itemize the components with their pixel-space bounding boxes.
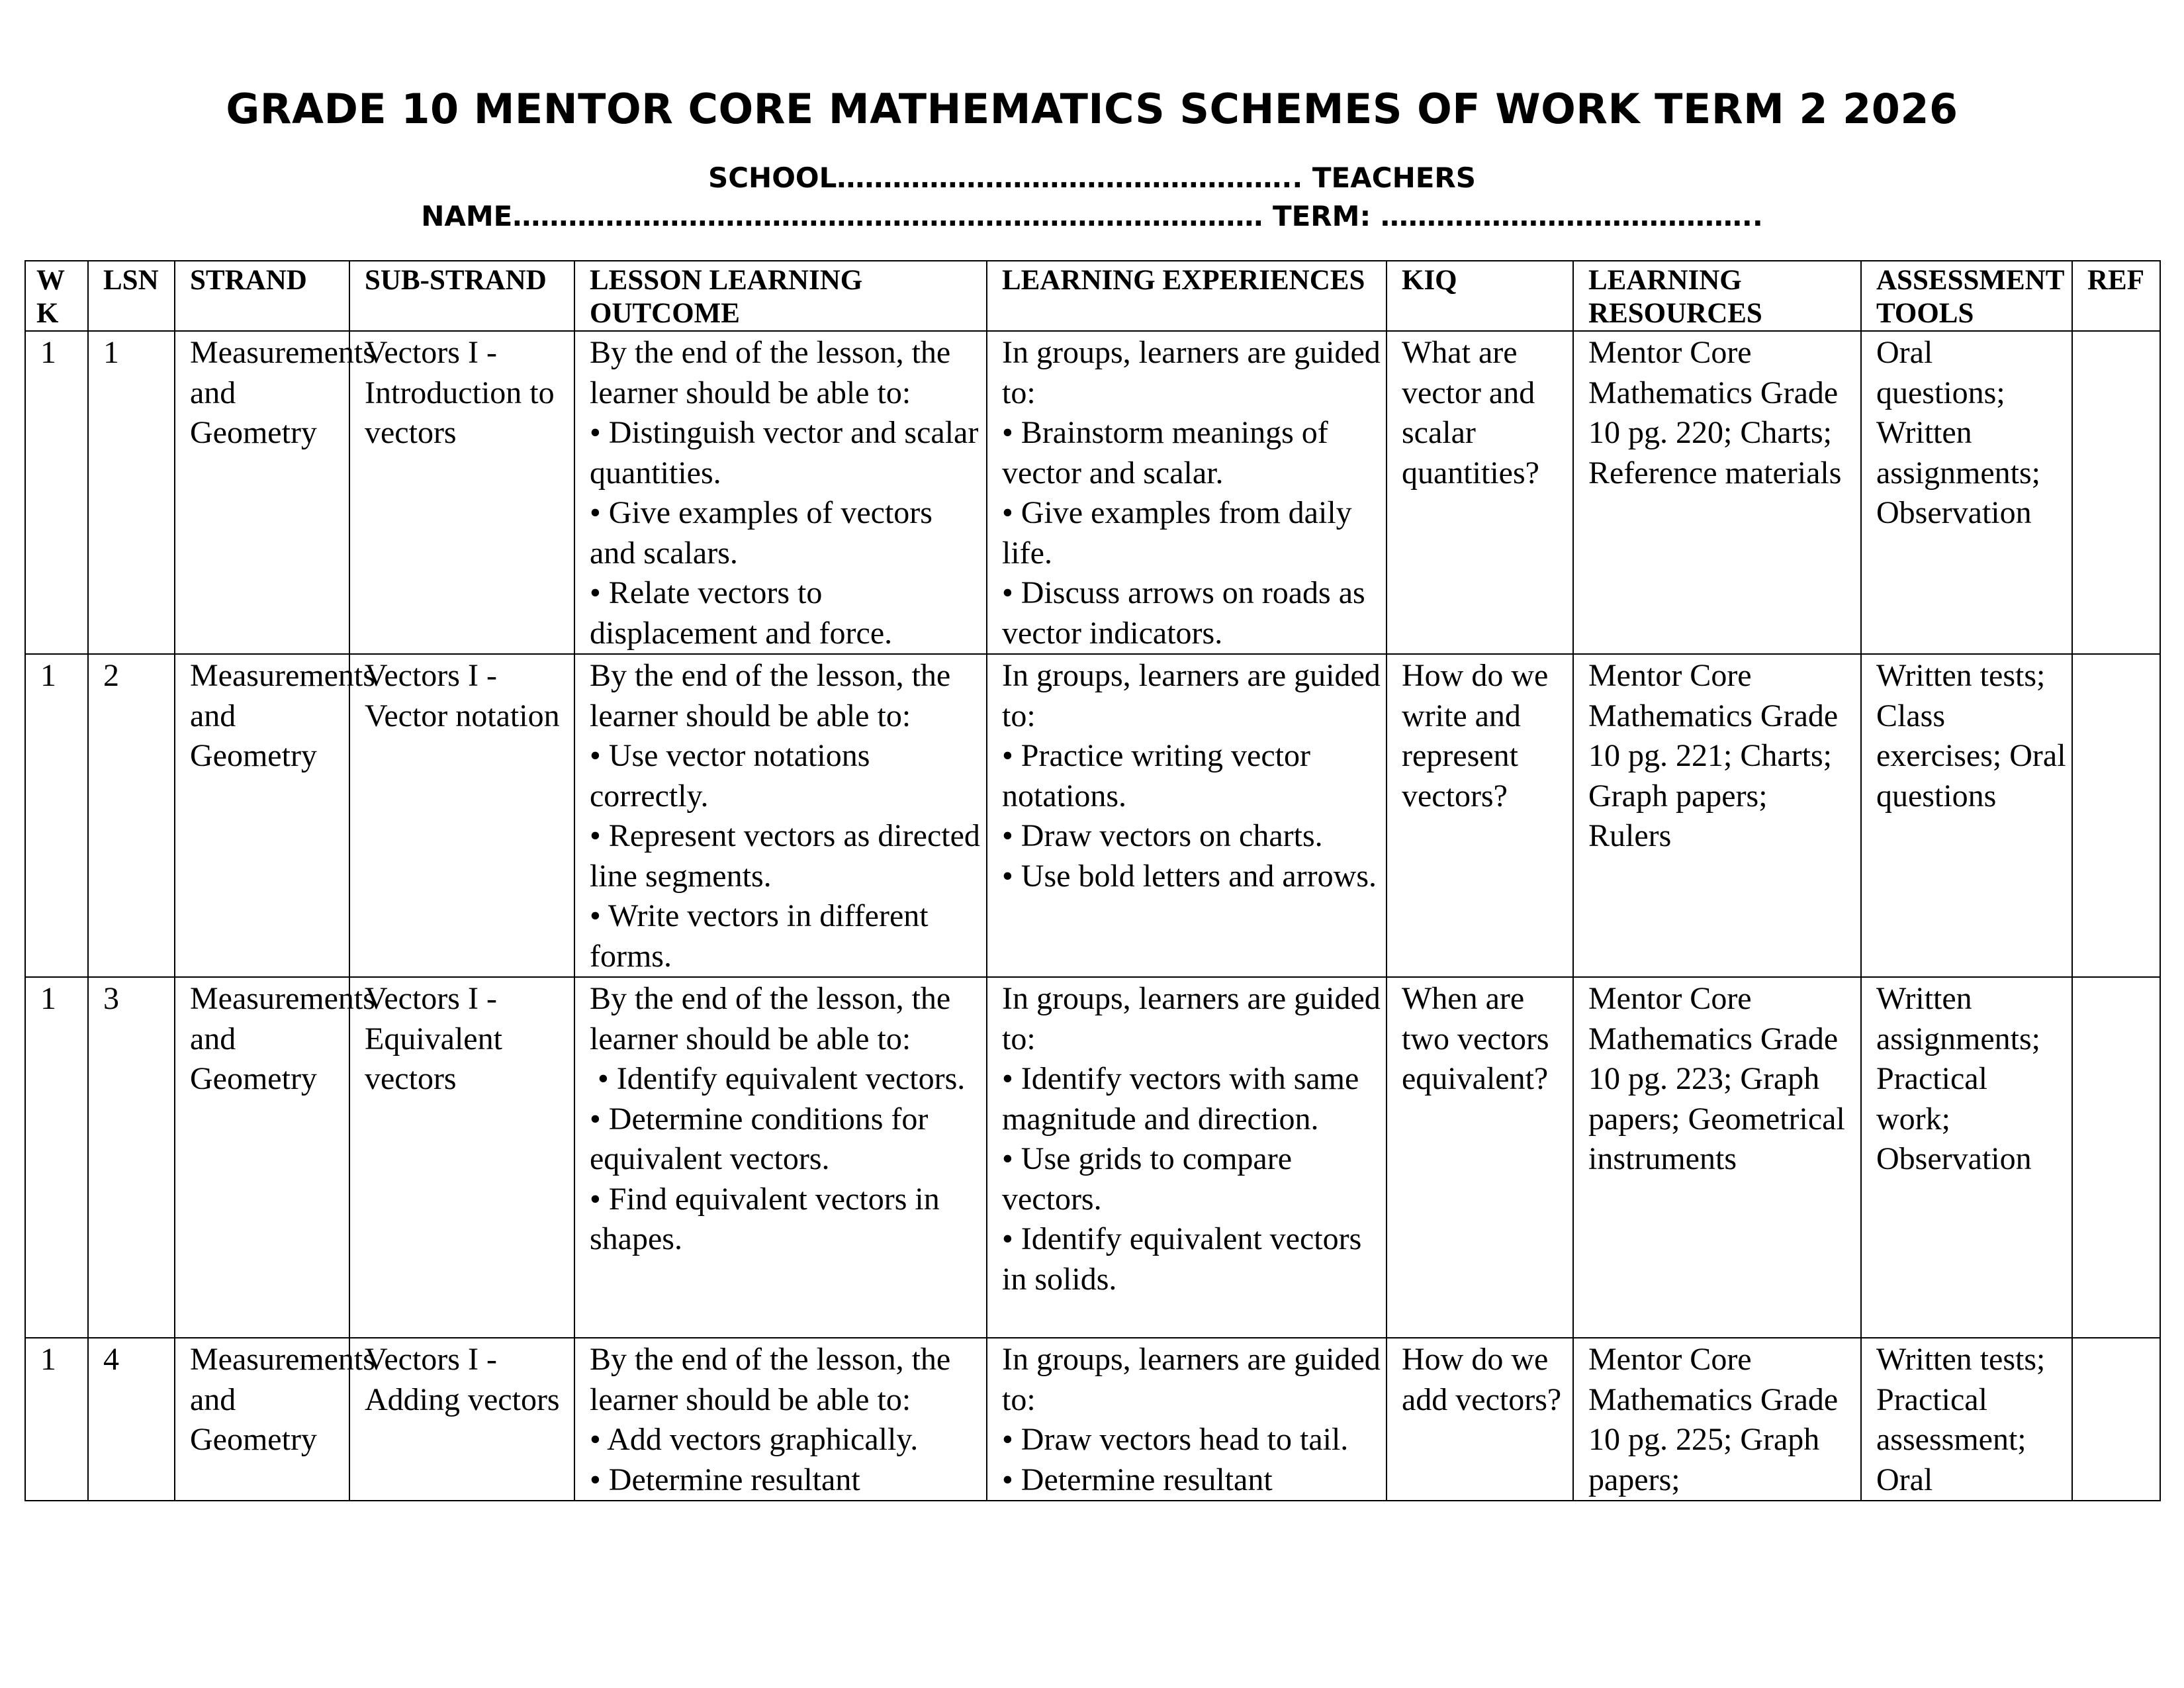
outcome-point: • Use vector notations correctly. <box>590 738 870 814</box>
cell-ref <box>2072 977 2160 1338</box>
table-row <box>25 331 2160 654</box>
cell-ref <box>2072 654 2160 977</box>
cell-kiq: How do we write and represent vectors? <box>1387 654 1573 977</box>
outcome-point: • Determine resultant <box>590 1462 860 1497</box>
outcome-point: • Distinguish vector and scalar quantities. <box>590 415 979 491</box>
cell-lsn: 1 <box>88 331 175 654</box>
header-strand: STRAND <box>175 261 349 331</box>
experience-point: • Use grids to compare vectors. <box>1002 1141 1293 1217</box>
name-term-line: NAME……………………………………………………………………… TERM: ………………………………….. <box>421 200 1763 232</box>
header-kiq: KIQ <box>1387 261 1573 331</box>
cell-sub-strand: Vectors I - Introduction to vectors <box>349 331 574 654</box>
outcome-point: • Add vectors graphically. <box>590 1422 919 1457</box>
cell-kiq: When are two vectors equivalent? <box>1387 977 1573 1338</box>
table-row <box>25 1338 2160 1501</box>
cell-learning-experiences <box>987 331 1387 654</box>
cell-learning-outcome <box>574 977 987 1338</box>
header-ref: REF <box>2072 261 2160 331</box>
cell-learning-resources: Mentor Core Mathematics Grade 10 pg. 223; Graph papers; Geometrical instruments <box>1573 977 1861 1338</box>
cell-learning-experiences <box>987 654 1387 977</box>
cell-sub-strand: Vectors I - Equivalent vectors <box>349 977 574 1338</box>
experience-point: • Identify equivalent vectors in solids. <box>1002 1221 1362 1297</box>
experience-point: • Discuss arrows on roads as vector indicators. <box>1002 575 1365 651</box>
header-sub-strand: SUB-STRAND <box>349 261 574 331</box>
cell-lsn: 4 <box>88 1338 175 1501</box>
cell-kiq: What are vector and scalar quantities? <box>1387 331 1573 654</box>
outcome-intro: By the end of the lesson, the learner should be able to: <box>590 1342 951 1417</box>
cell-learning-outcome <box>574 1338 987 1501</box>
table-row <box>25 977 2160 1338</box>
outcome-intro: By the end of the lesson, the learner should be able to: <box>590 981 951 1056</box>
school-teachers-line: SCHOOL………………………………………….. TEACHERS <box>707 162 1477 194</box>
cell-sub-strand: Vectors I - Vector notation <box>349 654 574 977</box>
cell-ref <box>2072 331 2160 654</box>
cell-strand: Measurements and Geometry <box>175 1338 349 1501</box>
experience-intro: In groups, learners are guided to: <box>1002 981 1381 1056</box>
cell-assessment-tools: Written tests; Class exercises; Oral questions <box>1861 654 2072 977</box>
outcome-point: • Write vectors in different forms. <box>590 898 929 974</box>
header-wk: WK <box>25 261 88 331</box>
outcome-point: • Relate vectors to displacement and force. <box>590 575 893 651</box>
header-assessment-tools: ASSESSMENT TOOLS <box>1861 261 2072 331</box>
table-header-row <box>25 261 2160 331</box>
header-lsn: LSN <box>88 261 175 331</box>
cell-wk: 1 <box>25 977 88 1338</box>
cell-learning-outcome <box>574 654 987 977</box>
schemes-of-work-table <box>24 260 2161 1501</box>
cell-learning-experiences <box>987 1338 1387 1501</box>
cell-sub-strand: Vectors I - Adding vectors <box>349 1338 574 1501</box>
outcome-intro: By the end of the lesson, the learner should be able to: <box>590 335 951 410</box>
cell-wk: 1 <box>25 331 88 654</box>
cell-lsn: 3 <box>88 977 175 1338</box>
experience-point: • Draw vectors on charts. <box>1002 818 1323 853</box>
cell-assessment-tools: Written tests; Practical assessment; Oral <box>1861 1338 2072 1501</box>
experience-point: • Brainstorm meanings of vector and scalar. <box>1002 415 1328 491</box>
cell-assessment-tools: Written assignments; Practical work; Observation <box>1861 977 2072 1338</box>
experience-point: • Determine resultant <box>1002 1462 1273 1497</box>
cell-ref <box>2072 1338 2160 1501</box>
cell-assessment-tools: Oral questions; Written assignments; Observation <box>1861 331 2072 654</box>
cell-wk: 1 <box>25 1338 88 1501</box>
experience-point: • Identify vectors with same magnitude and direction. <box>1002 1061 1359 1137</box>
experience-intro: In groups, learners are guided to: <box>1002 658 1381 733</box>
header-learning-experiences: LEARNING EXPERIENCES <box>987 261 1387 331</box>
experience-intro: In groups, learners are guided to: <box>1002 335 1381 410</box>
experience-point: • Give examples from daily life. <box>1002 495 1352 571</box>
outcome-point: • Give examples of vectors and scalars. <box>590 495 933 571</box>
cell-learning-resources: Mentor Core Mathematics Grade 10 pg. 221; Charts; Graph papers; Rulers <box>1573 654 1861 977</box>
cell-strand: Measurements and Geometry <box>175 654 349 977</box>
cell-kiq: How do we add vectors? <box>1387 1338 1573 1501</box>
header-lesson-learning-outcome: LESSON LEARNING OUTCOME <box>574 261 987 331</box>
cell-learning-resources: Mentor Core Mathematics Grade 10 pg. 220; Charts; Reference materials <box>1573 331 1861 654</box>
outcome-point: • Represent vectors as directed line segments. <box>590 818 980 894</box>
experience-point: • Use bold letters and arrows. <box>1002 858 1377 894</box>
cell-learning-experiences <box>987 977 1387 1338</box>
outcome-point: • Identify equivalent vectors. • Determine conditions for equivalent vectors. <box>590 1061 974 1176</box>
outcome-point: • Find equivalent vectors in shapes. <box>590 1181 940 1256</box>
table-row <box>25 654 2160 977</box>
cell-strand: Measurements and Geometry <box>175 331 349 654</box>
page-title: GRADE 10 MENTOR CORE MATHEMATICS SCHEMES OF WORK TERM 2 2026 <box>226 85 1958 133</box>
experience-point: • Practice writing vector notations. <box>1002 738 1310 814</box>
cell-strand: Measurements and Geometry <box>175 977 349 1338</box>
experience-intro: In groups, learners are guided to: <box>1002 1342 1381 1417</box>
header-learning-resources: LEARNING RESOURCES <box>1573 261 1861 331</box>
cell-learning-resources: Mentor Core Mathematics Grade 10 pg. 225; Graph papers; <box>1573 1338 1861 1501</box>
experience-point: • Draw vectors head to tail. <box>1002 1422 1349 1457</box>
cell-lsn: 2 <box>88 654 175 977</box>
cell-learning-outcome <box>574 331 987 654</box>
cell-wk: 1 <box>25 654 88 977</box>
outcome-intro: By the end of the lesson, the learner should be able to: <box>590 658 951 733</box>
